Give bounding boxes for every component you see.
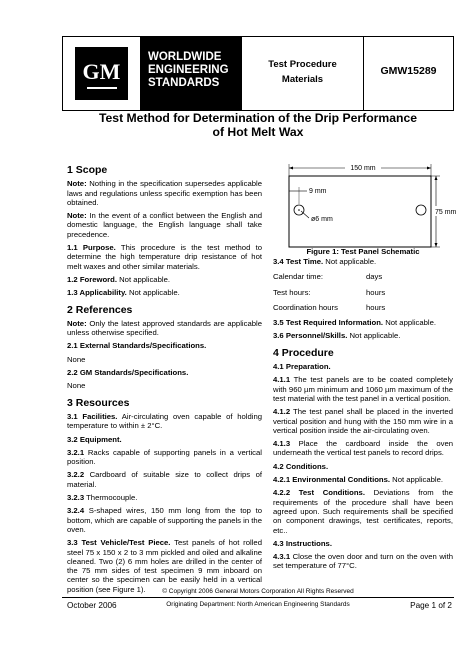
section-4-2-1 <box>273 475 453 484</box>
section-text: Close the oven door and turn on the oven with set temperature of 77°C. <box>273 552 453 571</box>
section-2-2: 2.2 GM Standards/Specifications. <box>67 368 189 378</box>
section-text: Test panels of hot rolled steel 75 x 150 x 2 to 3 mm pickled and oiled and alkaline cleaned. Two (2) 6 mm holes are drilled in the center of the 75 mm sides of test specimen 9 mm inboard on center so the specimen can be easily held in a vertical position (see Figure 1). <box>67 538 262 594</box>
section-4-2: 4.2 Conditions. <box>273 461 329 471</box>
title-line-1: Test Method for Determination of the Drip Performance <box>98 111 418 125</box>
test-time-value: hours <box>366 302 386 312</box>
section-3-4 <box>273 257 453 266</box>
test-time-label: Test hours: <box>273 287 311 297</box>
section-label: 4.1.2 <box>273 407 291 417</box>
section-text: The test panels are to be coated completely with 960 µm minimum and 1060 µm maximum of the test material with the test panel in a vertical position. <box>273 375 453 403</box>
test-time-row <box>273 303 453 312</box>
section-text: S-shaped wires, 150 mm long from the top to bottom, which are capable of supporting the panels in the oven. <box>67 506 262 534</box>
section-label: 1.2 Foreword. <box>67 274 117 284</box>
standards-banner <box>140 37 242 110</box>
section-label: 3.2.3 <box>67 493 85 503</box>
section-3-2-4 <box>67 506 262 534</box>
procedure-type-line-2: Materials <box>281 74 324 85</box>
test-time-label: Calendar time: <box>273 272 323 282</box>
scope-note-1 <box>67 179 262 207</box>
section-3-6 <box>273 331 453 340</box>
section-label: 1.3 Applicability. <box>67 288 127 298</box>
section-label: 4.2.2 Test Conditions. <box>273 488 365 498</box>
section-text: Thermocouple. <box>84 493 138 503</box>
section-text: Not applicable. <box>116 274 170 284</box>
banner-line-3: STANDARDS <box>148 77 220 89</box>
left-column <box>67 166 262 598</box>
section-label: 3.4 Test Time. <box>273 257 324 266</box>
test-time-label: Coordination hours <box>273 302 338 312</box>
scope-heading: 1 Scope <box>67 164 108 176</box>
hole-label: ø6 mm <box>311 216 333 223</box>
section-text: Not applicable. <box>390 475 444 485</box>
width-arrow-left <box>289 167 293 170</box>
section-2-1: 2.1 External Standards/Specifications. <box>67 341 207 351</box>
copyright-notice: © Copyright 2006 General Motors Corporation All Rights Reserved <box>162 588 354 595</box>
section-text: The test panel shall be placed in the inverted vertical position and hung with the 150 mm wire in a vertical position inside the air-circulating oven. <box>273 407 453 435</box>
procedure-type-line-1: Test Procedure <box>268 59 337 70</box>
footer-date: October 2006 <box>67 601 117 610</box>
test-time-row <box>273 272 453 281</box>
section-label: 4.1.3 <box>273 439 291 449</box>
right-column <box>273 257 453 575</box>
test-panel-figure <box>273 154 457 254</box>
section-4-3-1 <box>273 552 453 571</box>
section-text: Not applicable. <box>126 288 180 298</box>
section-1-1 <box>67 243 262 271</box>
note-text: Only the latest approved standards are applicable unless otherwise specified. <box>67 318 262 338</box>
height-arrow-top <box>435 176 438 180</box>
section-4-1: 4.1 Preparation. <box>273 362 331 372</box>
section-text: Racks capable of supporting panels in a vertical position. <box>67 447 262 467</box>
document-number: GMW15289 <box>380 65 437 77</box>
note-label: Note: <box>67 318 87 328</box>
references-heading: 2 References <box>67 303 133 316</box>
section-3-2-2 <box>67 470 262 489</box>
page-number: Page 1 of 2 <box>410 601 452 610</box>
section-label: 1.1 Purpose. <box>67 243 116 253</box>
section-text: Not applicable. <box>323 257 377 266</box>
section-label: 3.3 Test Vehicle/Test Piece. <box>67 538 171 548</box>
section-4-1-1 <box>273 375 453 403</box>
section-label: 4.3.1 <box>273 552 291 562</box>
section-text: This procedure is the test method to determine the high temperature drip resistance of hot melt waxes and other similar materials. <box>67 243 262 271</box>
title-line-2: of Hot Melt Wax <box>212 125 304 139</box>
hole-left-center <box>298 209 300 211</box>
section-1-2 <box>67 275 262 284</box>
document-header <box>62 36 454 111</box>
note-text: Nothing in the specification supersedes applicable laws and regulations unless specific exemption has been obtained. <box>67 179 262 207</box>
procedure-heading: 4 Procedure <box>273 346 334 359</box>
section-1-3 <box>67 288 262 297</box>
section-2-2-value: None <box>67 381 86 391</box>
section-4-1-3 <box>273 439 453 458</box>
section-label: 3.2.1 <box>67 447 85 457</box>
figure-caption: Figure 1: Test Panel Schematic <box>306 247 420 256</box>
section-2-1-value: None <box>67 354 86 364</box>
panel-outline <box>289 176 431 247</box>
scope-note-2 <box>67 211 262 239</box>
test-time-value: hours <box>366 287 386 297</box>
section-3-2-3 <box>67 493 262 502</box>
resources-heading: 3 Resources <box>67 396 130 409</box>
section-text: Deviations from the requirements of the procedure shall have been agreed upon. Such requirements shall be specified on component drawings, test certificates, reports, etc.. <box>273 488 453 535</box>
section-text: Not applicable. <box>383 318 437 328</box>
section-3-2-1 <box>67 448 262 467</box>
note-label: Note: <box>67 179 87 189</box>
section-text: Place the cardboard inside the oven underneath the vertical test panels to record drips. <box>273 439 453 458</box>
section-3-2: 3.2 Equipment. <box>67 434 122 444</box>
footer-divider <box>62 597 454 598</box>
test-time-value: days <box>366 272 383 282</box>
section-text: Air-circulating oven capable of holding temperature to within ± 2°C. <box>67 411 263 431</box>
section-label: 3.6 Personnel/Skills. <box>273 331 348 341</box>
section-label: 4.1.1 <box>273 375 291 385</box>
hole-right <box>416 205 426 215</box>
section-label: 4.2.1 Environmental Conditions. <box>273 475 391 485</box>
logo-cell <box>63 37 141 110</box>
note-label: Note: <box>67 211 87 221</box>
references-note <box>67 319 262 338</box>
section-text: Cardboard of suitable size to collect drips of material. <box>67 470 262 489</box>
section-label: 3.1 Facilities. <box>67 411 118 421</box>
section-text: Not applicable. <box>347 331 401 341</box>
width-arrow-right <box>427 167 431 170</box>
procedure-type <box>242 37 364 110</box>
section-3-5 <box>273 318 453 327</box>
section-3-1 <box>67 412 262 431</box>
width-label: 150 mm <box>350 165 376 172</box>
test-time-table <box>273 272 453 312</box>
gm-logo-text: GM <box>82 58 121 84</box>
originating-department: Originating Department: North American Engineering Standards <box>166 601 350 608</box>
height-label: 75 mm <box>435 209 457 216</box>
section-4-1-2 <box>273 407 453 435</box>
section-label: 3.5 Test Required Information. <box>273 318 384 328</box>
section-4-2-2 <box>273 488 453 534</box>
section-label: 3.2.4 <box>67 506 85 516</box>
banner-line-2: ENGINEERING <box>148 64 229 76</box>
hole-leader <box>301 211 309 218</box>
section-4-3: 4.3 Instructions. <box>273 538 332 548</box>
note-text: In the event of a conflict between the English and domestic language, the English language shall take precedence. <box>67 211 262 239</box>
gm-logo <box>75 47 128 100</box>
document-title <box>62 111 454 139</box>
section-3-3 <box>67 538 262 594</box>
inboard-label: 9 mm <box>309 188 327 195</box>
banner-line-1: WORLDWIDE <box>148 51 222 63</box>
section-label: 3.2.2 <box>67 470 85 480</box>
test-time-row <box>273 288 453 297</box>
